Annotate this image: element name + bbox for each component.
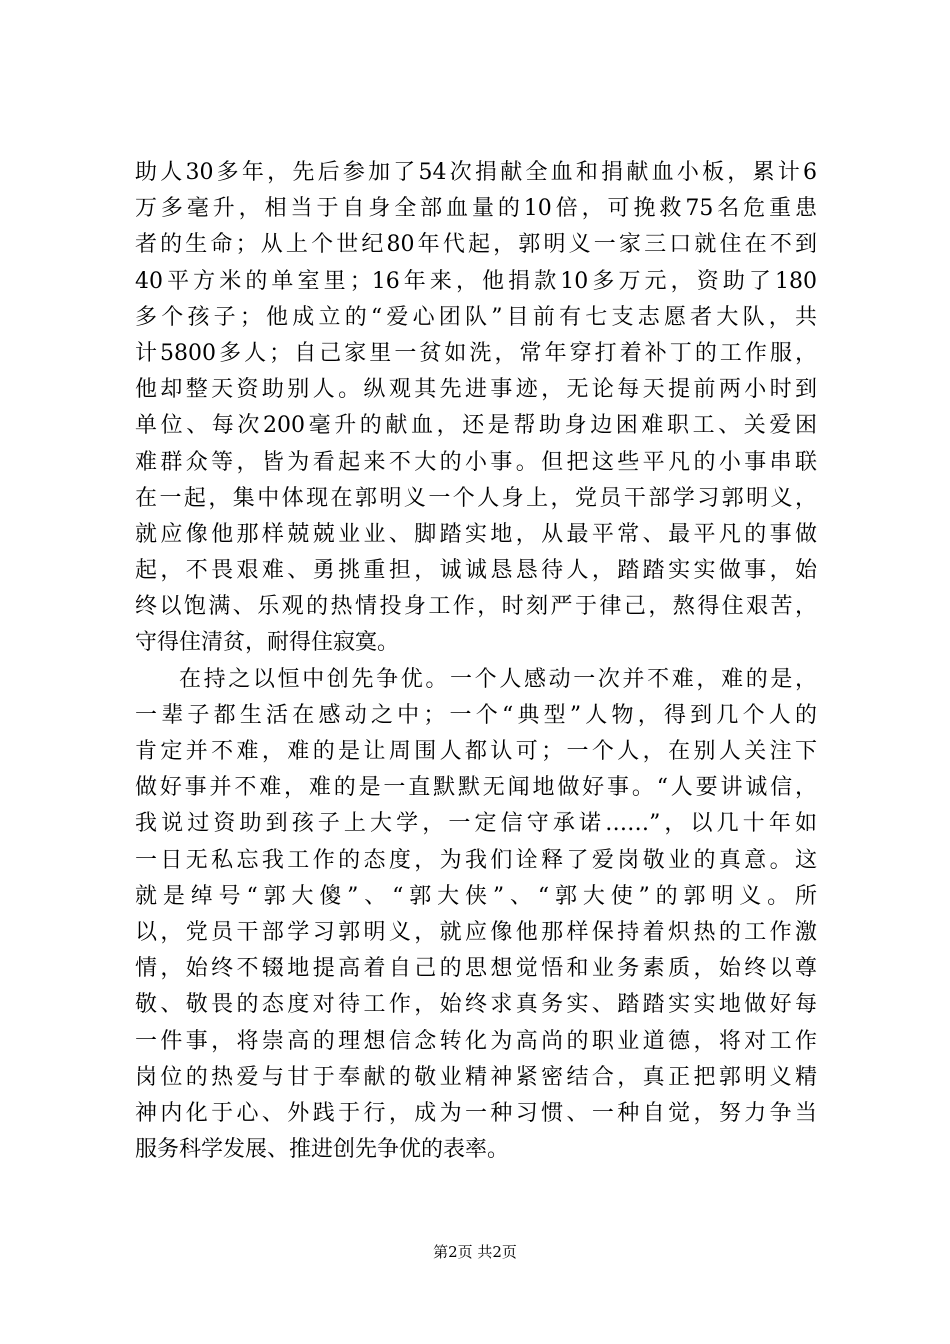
text-line: 做好事并不难，难的是一直默默无闻地做好事。“人要讲诚信， <box>135 775 817 801</box>
text-line: 神内化于心、外践于行，成为一种习惯、一种自觉，努力争当 <box>135 1100 817 1126</box>
text-line: 服务科学发展、推进创先争优的表率。 <box>135 1137 510 1163</box>
text-line: 起，不畏艰难、勇挑重担，诚诚恳恳待人，踏踏实实做事，始 <box>135 558 817 584</box>
text-line: 他却整天资助别人。纵观其先进事迹，无论每天提前两小时到 <box>135 377 817 403</box>
body-text <box>135 155 817 1168</box>
text-line: 万多毫升，相当于自身全部血量的10倍，可挽救75名危重患 <box>135 196 817 222</box>
text-line: 者的生命；从上个世纪80年代起，郭明义一家三口就住在不到 <box>135 232 817 258</box>
text-line: 以，党员干部学习郭明义，就应像他那样保持着炽热的工作激 <box>135 919 817 945</box>
text-line: 终以饱满、乐观的热情投身工作，时刻严于律己，熬得住艰苦， <box>135 594 817 620</box>
text-line: 助人30多年，先后参加了54次捐献全血和捐献血小板，累计6 <box>135 160 817 185</box>
text-line: 肯定并不难，难的是让周围人都认可；一个人，在别人关注下 <box>135 739 817 764</box>
paragraph-first-line: 在持之以恒中创先争优。一个人感动一次并不难，难的是， <box>179 666 817 692</box>
text-line: 一日无私忘我工作的态度，为我们诠释了爱岗敬业的真意。这 <box>135 847 817 873</box>
text-line: 情，始终不辍地提高着自己的思想觉悟和业务素质，始终以尊 <box>135 956 817 982</box>
text-line: 多个孩子；他成立的“爱心团队”目前有七支志愿者大队，共 <box>135 304 817 330</box>
text-line: 40平方米的单室里；16年来，他捐款10多万元，资助了180 <box>135 268 817 294</box>
text-line: 一件事，将崇高的理想信念转化为高尚的职业道德，将对工作 <box>135 1028 817 1054</box>
text-line: 就应像他那样兢兢业业、脚踏实地，从最平常、最平凡的事做 <box>135 521 817 547</box>
text-line: 一辈子都生活在感动之中；一个“典型”人物，得到几个人的 <box>135 702 817 728</box>
page-footer: 第2页 共2页 <box>433 1243 517 1261</box>
text-line: 岗位的热爱与甘于奉献的敬业精神紧密结合，真正把郭明义精 <box>135 1064 817 1090</box>
text-line: 守得住清贫，耐得住寂寞。 <box>135 630 400 656</box>
text-line: 计5800多人；自己家里一贫如洗，常年穿打着补丁的工作服， <box>135 340 817 366</box>
text-line: 我说过资助到孩子上大学，一定信守承诺……”，以几十年如 <box>135 811 817 837</box>
text-line: 单位、每次200毫升的献血，还是帮助身边困难职工、关爱困 <box>135 413 817 439</box>
text-line: 就是绰号“郭大傻”、“郭大侠”、“郭大使”的郭明义。所 <box>135 883 817 909</box>
text-line: 在一起，集中体现在郭明义一个人身上，党员干部学习郭明义， <box>135 485 817 511</box>
text-line: 敬、敬畏的态度对待工作，始终求真务实、踏踏实实地做好每 <box>135 992 817 1018</box>
text-line: 难群众等，皆为看起来不大的小事。但把这些平凡的小事串联 <box>135 449 817 475</box>
